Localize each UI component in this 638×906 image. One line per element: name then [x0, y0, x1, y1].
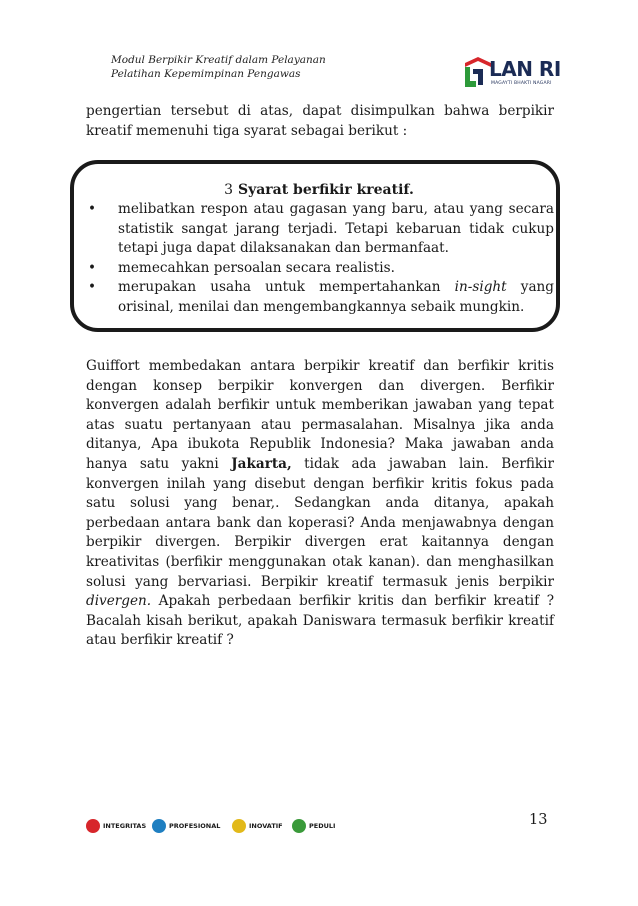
intro-paragraph: pengertian tersebut di atas, dapat disimpulkan bahwa berpikir kreatif memenuhi tiga syarat sebagai berikut :	[86, 103, 554, 139]
requirements-list	[86, 200, 554, 318]
list-item	[86, 278, 554, 317]
running-header	[111, 53, 326, 81]
list-item-text: melibatkan respon atau gagasan yang baru, atau yang secara statistik sangat jarang terjadi. Tetapi kebaruan tidak cukup tetapi juga dapat dilaksanakan dan bermanfaat.	[118, 201, 554, 257]
logo-wordmark: LAN RI	[489, 57, 561, 81]
box-title-text: Syarat berfikir kreatif.	[237, 182, 414, 198]
list-item	[86, 200, 554, 259]
lightbulb-icon	[232, 819, 246, 833]
body-italic-divergen: divergen.	[86, 593, 152, 610]
header-line-2: Pelatihan Kepemimpinan Pengawas	[111, 68, 301, 80]
value-label: PEDULI	[309, 822, 336, 830]
list-item-emphasis: in-sight	[454, 279, 507, 296]
body-text-2: tidak ada jawaban lain. Berfikir konvergen inilah yang disebut dengan berfikir kritis fokus pada satu solusi yang benar,. Sedangkan anda ditanya, apakah perbedaan antara bank dan koperasi? Anda menjawabnya dengan berpikir divergen. Berpikir divergen erat kaitannya dengan kreativitas (berfikir menggunakan otak kanan). dan menghasilkan solusi yang bervariasi. Berpikir kreatif termasuk jenis berpikir	[86, 455, 554, 590]
bullet-icon: •	[88, 279, 97, 296]
bullet-icon: •	[88, 259, 97, 276]
value-peduli	[292, 815, 342, 837]
value-label: INOVATIF	[249, 822, 283, 830]
box-title	[0, 182, 638, 198]
body-bold-jakarta: Jakarta,	[231, 455, 292, 472]
heart-hands-icon	[292, 819, 306, 833]
body-text-3: Apakah perbedaan berfikir kritis dan berfikir kreatif ? Bacalah kisah berikut, apakah Daniswara termasuk berfikir kreatif atau berfikir kreatif ?	[86, 593, 554, 649]
value-integritas	[86, 815, 148, 837]
box-title-number: 3	[224, 182, 234, 198]
lan-ri-logo	[461, 55, 561, 93]
handshake-icon	[86, 819, 100, 833]
value-inovatif	[232, 815, 288, 837]
core-values-band	[86, 815, 342, 837]
value-label: INTEGRITAS	[103, 822, 147, 830]
logo-tagline: MAGAYTI BHAKTI NAGARI	[491, 81, 552, 86]
bullet-icon: •	[88, 201, 97, 217]
header-line-1: Modul Berpikir Kreatif dalam Pelayanan	[111, 54, 326, 66]
value-profesional	[152, 815, 222, 837]
badge-icon	[152, 819, 166, 833]
list-item	[86, 259, 554, 279]
value-label: PROFESIONAL	[169, 822, 221, 830]
list-item-text: memecahkan persoalan secara realistis.	[118, 259, 395, 276]
list-item-text-before: merupakan usaha untuk mempertahankan	[118, 279, 455, 296]
page-number: 13	[529, 812, 548, 828]
body-paragraph	[86, 357, 554, 651]
body-text-1: Guiffort membedakan antara berpikir kreatif dan berfikir kritis dengan konsep berpikir konvergen dan divergen. Berfikir konvergen adalah berfikir untuk memberikan jawaban yang tepat atas suatu pertanyaan atau permasalahan. Misalnya jika anda ditanya, Apa ibukota Republik Indonesia? Maka jawaban anda hanya satu yakni	[86, 358, 554, 472]
list-item-text-after: yang orisinal, menilai dan mengembangkannya sebaik mungkin.	[118, 279, 555, 315]
